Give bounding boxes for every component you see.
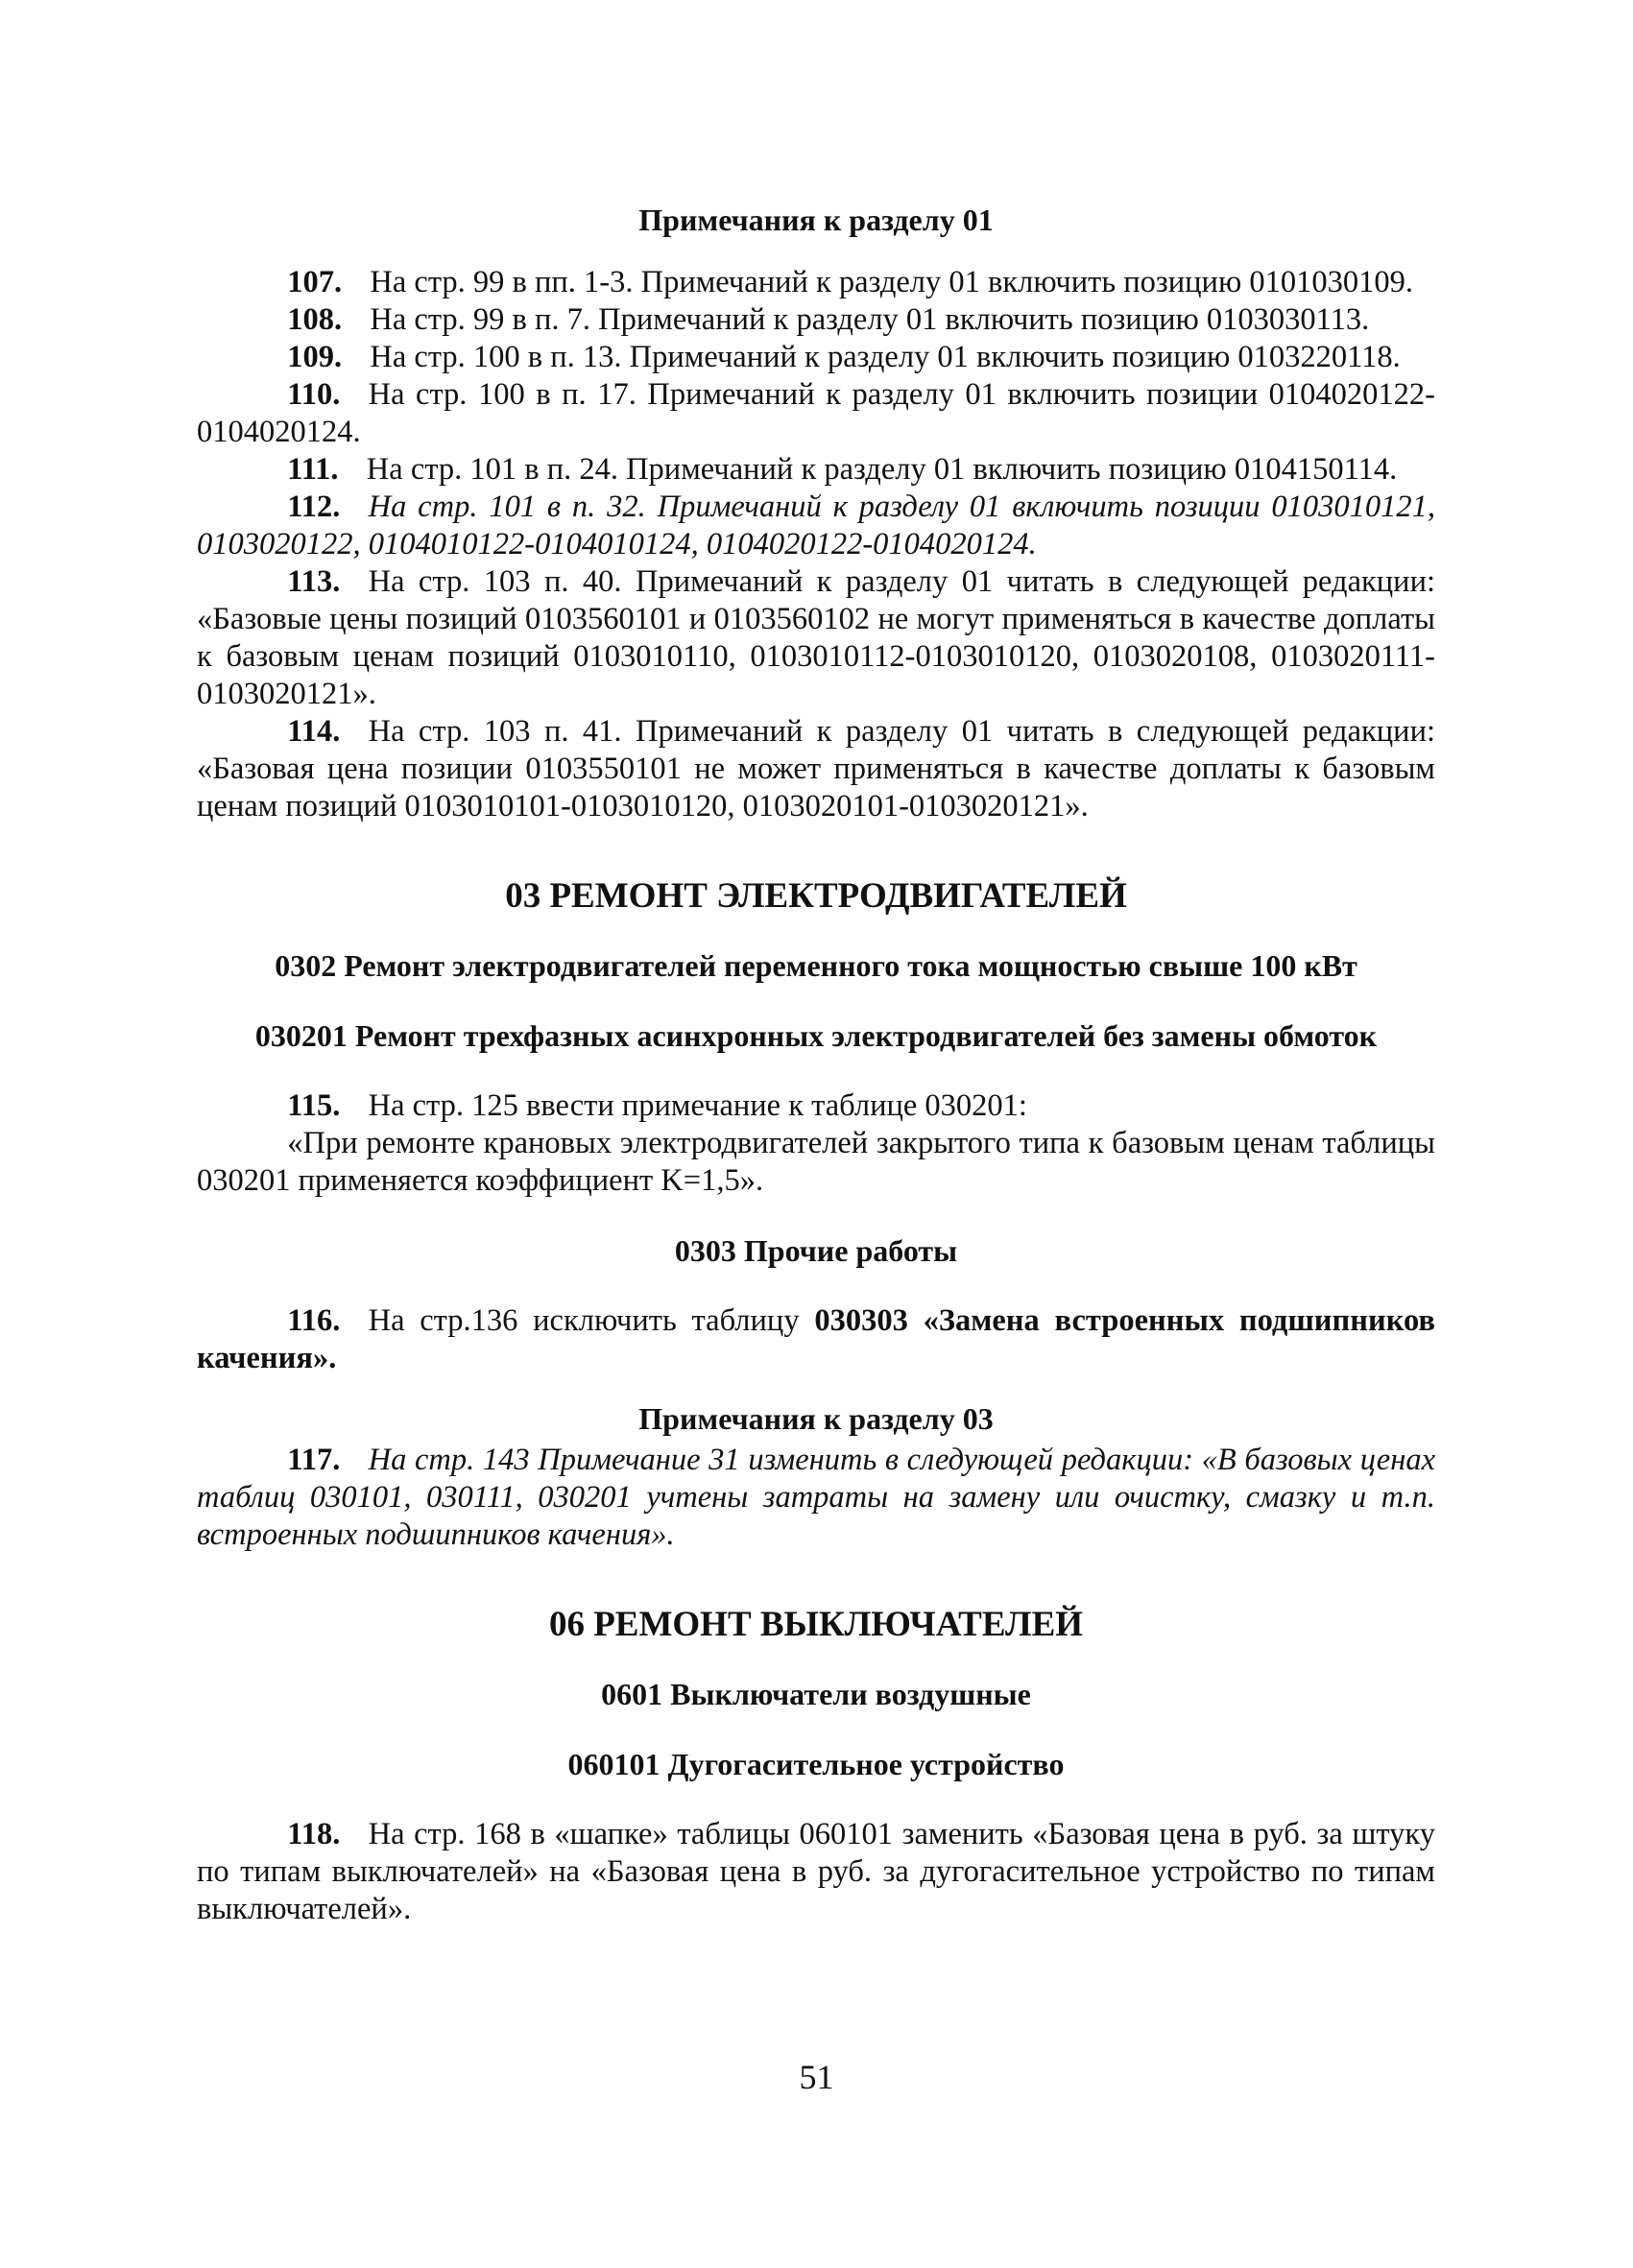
section-06-title: 06 РЕМОНТ ВЫКЛЮЧАТЕЛЕЙ xyxy=(548,1605,1084,1644)
subsection-0302-title: 0302 Ремонт электродвигателей переменного тока мощностью свыше 100 кВт xyxy=(275,948,1357,983)
item-bold-text: 030303 «Замена встроенных подшипников качения». xyxy=(197,1303,1435,1375)
item-text: На стр. 99 в пп. 1-3. Примечаний к разделу 01 включить позицию 0101030109. xyxy=(370,265,1413,299)
subsection-0303-title: 0303 Прочие работы xyxy=(674,1233,958,1268)
item-number: 110. xyxy=(287,377,341,412)
item-113 xyxy=(197,563,1435,713)
section-03-title: 03 РЕМОНТ ЭЛЕКТРОДВИГАТЕЛЕЙ xyxy=(505,876,1127,916)
item-text: На стр. 101 в п. 24. Примечаний к разделу 01 включить позицию 0104150114. xyxy=(366,452,1398,487)
item-number: 118. xyxy=(287,1817,341,1851)
item-number: 111. xyxy=(287,452,339,487)
item-108 xyxy=(197,301,1435,339)
item-text: На стр. 99 в п. 7. Примечаний к разделу 01 включить позицию 0103030113. xyxy=(370,302,1370,337)
item-text: На стр. 100 в п. 17. Примечаний к разделу 01 включить позиции 0104020122-0104020124. xyxy=(197,377,1435,449)
item-116 xyxy=(197,1302,1435,1377)
subsection-030201-title: 030201 Ремонт трехфазных асинхронных электродвигателей без замены обмоток xyxy=(254,1018,1378,1053)
item-text: На стр. 103 п. 40. Примечаний к разделу 01 читать в следующей редакции: «Базовые цены позиций 0103560101 и 0103560102 не могут применяться в качестве доплаты к базовым ценам позиций 0103010110, 0103010112-0103010120, 0103020108, 0103020111-0103020121». xyxy=(197,564,1435,711)
item-text: На стр. 101 в п. 32. Примечаний к разделу 01 включить позиции 0103010121, 0103020122, 0104010122-0104010124, 0104020122-0104020124. xyxy=(197,489,1435,561)
item-number: 114. xyxy=(287,714,341,749)
document-page xyxy=(197,202,1435,1928)
item-text: На стр. 143 Примечание 31 изменить в следующей редакции: «В базовых ценах таблиц 030101, 030111, 030201 учтены затраты на замену или очистку, смазку и т.п. встроенных подшипников качения». xyxy=(197,1443,1435,1552)
notes-03-title: Примечания к разделу 03 xyxy=(638,1401,994,1436)
item-112 xyxy=(197,489,1435,563)
item-number: 109. xyxy=(287,340,343,374)
item-107 xyxy=(197,264,1435,301)
item-115-quote: «При ремонте крановых электродвигателей закрытого типа к базовым ценам таблицы 030201 применяется коэффициент K=1,5». xyxy=(197,1126,1435,1198)
item-110 xyxy=(197,376,1435,451)
item-number: 117. xyxy=(287,1443,341,1477)
item-text: На стр. 100 в п. 13. Примечаний к разделу 01 включить позицию 0103220118. xyxy=(370,340,1401,374)
item-number: 107. xyxy=(287,265,343,299)
item-number: 113. xyxy=(287,564,341,599)
item-118 xyxy=(197,1816,1435,1928)
item-number: 116. xyxy=(287,1303,341,1338)
item-text: На стр. 168 в «шапке» таблицы 060101 заменить «Базовая цена в руб. за штуку по типам выключателей» на «Базовая цена в руб. за дугогасительное устройство по типам выключателей». xyxy=(197,1817,1435,1926)
subsection-060101-title: 060101 Дугогасительное устройство xyxy=(567,1747,1065,1781)
notes-01-title: Примечания к разделу 01 xyxy=(638,203,994,237)
item-114 xyxy=(197,713,1435,825)
item-111 xyxy=(197,451,1435,489)
item-115 xyxy=(197,1087,1435,1125)
item-text: На стр.136 исключить таблицу xyxy=(368,1303,815,1338)
item-number: 115. xyxy=(287,1088,341,1123)
item-text: На стр. 103 п. 41. Примечаний к разделу 01 читать в следующей редакции: «Базовая цена позиции 0103550101 не может применяться в качестве доплаты к базовым ценам позиций 0103010101-0103010120, 0103020101-0103020121». xyxy=(197,714,1435,824)
item-117 xyxy=(197,1442,1435,1554)
item-109 xyxy=(197,339,1435,376)
item-number: 108. xyxy=(287,302,343,337)
subsection-0601-title: 0601 Выключатели воздушные xyxy=(601,1677,1031,1711)
item-number: 112. xyxy=(287,489,341,524)
page-number: 51 xyxy=(799,2058,834,2096)
item-text: На стр. 125 ввести примечание к таблице 030201: xyxy=(368,1088,1027,1123)
